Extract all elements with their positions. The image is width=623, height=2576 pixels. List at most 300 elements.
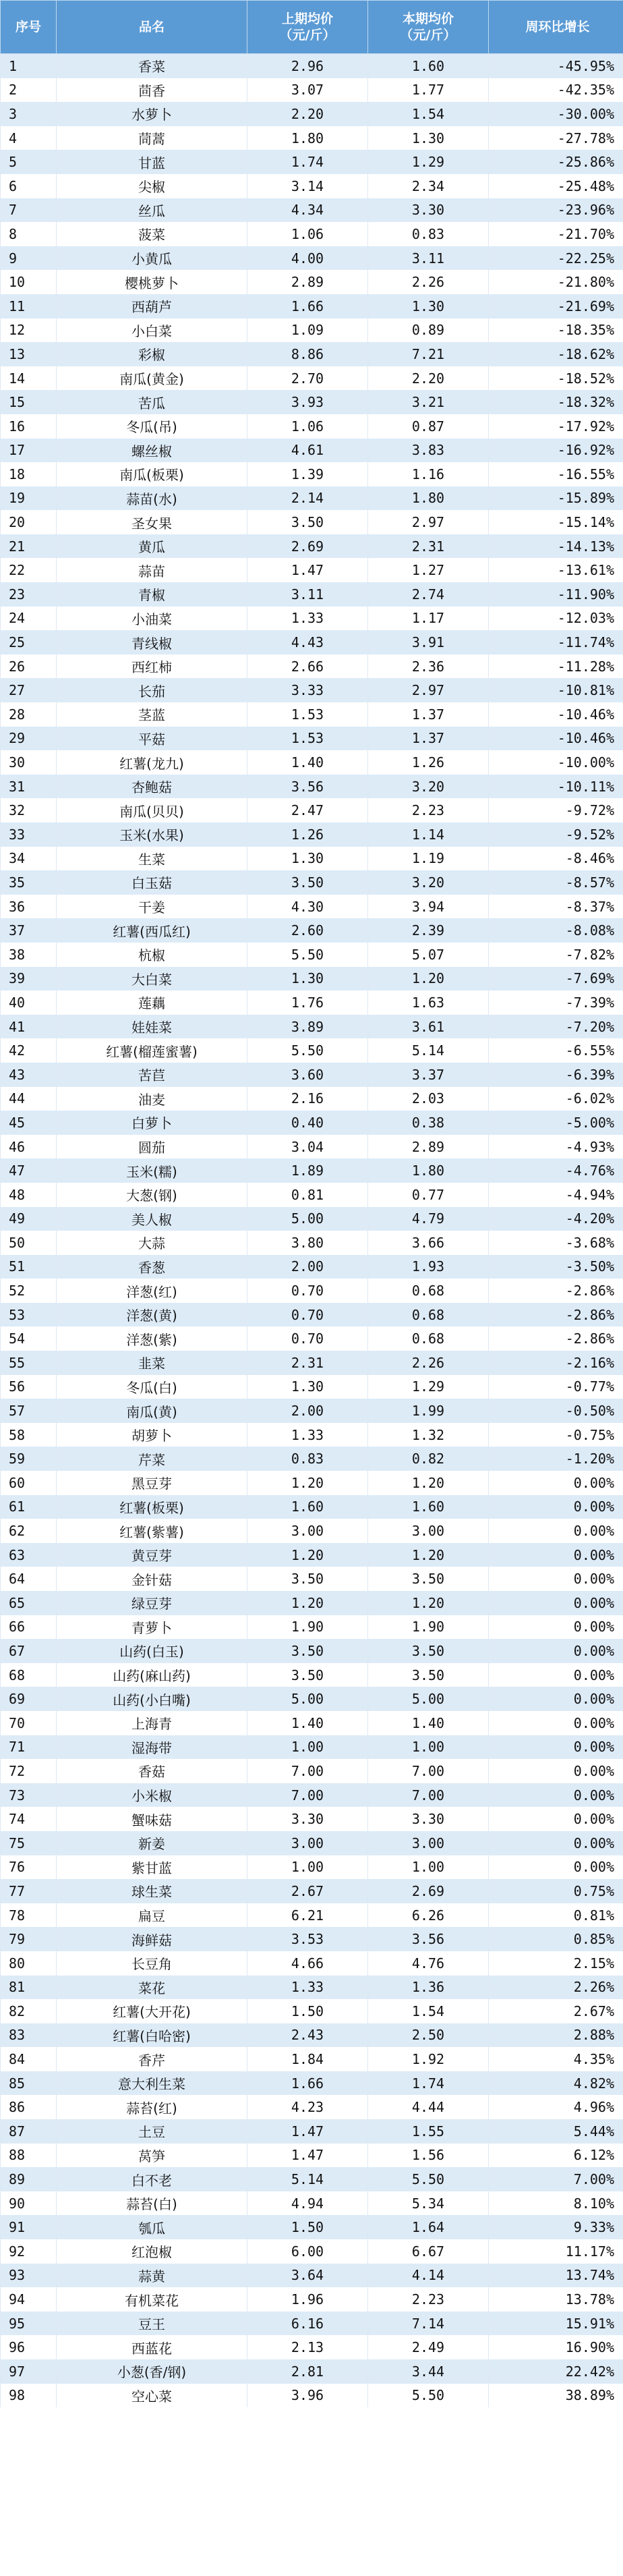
cell-current-price: 1.93 xyxy=(368,1255,489,1279)
cell-current-price: 2.69 xyxy=(368,1879,489,1903)
table-row xyxy=(1,2359,623,2384)
cell-weekly-change: 9.33% xyxy=(489,2215,623,2239)
table-row xyxy=(1,1279,623,1303)
cell-product-name: 绿豆芽 xyxy=(57,1591,247,1615)
table-row xyxy=(1,54,623,78)
cell-weekly-change: 2.26% xyxy=(489,1976,623,2000)
cell-current-price: 4.76 xyxy=(368,1951,489,1976)
cell-product-name: 白萝卜 xyxy=(57,1111,247,1135)
cell-index: 48 xyxy=(1,1183,57,1207)
cell-index: 22 xyxy=(1,558,57,582)
cell-previous-price: 4.23 xyxy=(247,2095,368,2119)
cell-current-price: 1.30 xyxy=(368,126,489,150)
cell-product-name: 洋葱(黄) xyxy=(57,1303,247,1327)
cell-index: 17 xyxy=(1,439,57,463)
cell-weekly-change: -6.02% xyxy=(489,1087,623,1111)
cell-weekly-change: 0.00% xyxy=(489,1783,623,1808)
cell-product-name: 金针菇 xyxy=(57,1567,247,1591)
table-row xyxy=(1,462,623,486)
cell-product-name: 圆茄 xyxy=(57,1135,247,1159)
cell-current-price: 3.11 xyxy=(368,246,489,271)
cell-weekly-change: 13.78% xyxy=(489,2287,623,2312)
table-row xyxy=(1,342,623,366)
cell-previous-price: 2.96 xyxy=(247,54,368,78)
cell-current-price: 3.50 xyxy=(368,1663,489,1687)
table-row xyxy=(1,798,623,822)
cell-previous-price: 1.60 xyxy=(247,1495,368,1519)
cell-current-price: 2.36 xyxy=(368,654,489,679)
cell-current-price: 1.32 xyxy=(368,1423,489,1447)
cell-weekly-change: -0.75% xyxy=(489,1423,623,1447)
table-row xyxy=(1,582,623,607)
cell-weekly-change: 0.00% xyxy=(489,1639,623,1663)
cell-current-price: 3.94 xyxy=(368,895,489,919)
cell-index: 70 xyxy=(1,1711,57,1735)
cell-index: 30 xyxy=(1,750,57,775)
cell-previous-price: 1.50 xyxy=(247,2215,368,2239)
cell-weekly-change: -7.69% xyxy=(489,967,623,991)
cell-current-price: 3.66 xyxy=(368,1231,489,1255)
cell-product-name: 意大利生菜 xyxy=(57,2071,247,2096)
table-row xyxy=(1,775,623,799)
cell-previous-price: 1.90 xyxy=(247,1615,368,1640)
cell-product-name: 玉米(糯) xyxy=(57,1158,247,1183)
cell-current-price: 2.34 xyxy=(368,174,489,198)
cell-weekly-change: -18.35% xyxy=(489,318,623,343)
cell-weekly-change: 6.12% xyxy=(489,2144,623,2168)
cell-current-price: 3.50 xyxy=(368,1639,489,1663)
cell-current-price: 2.26 xyxy=(368,1351,489,1375)
cell-weekly-change: 0.85% xyxy=(489,1927,623,1951)
cell-index: 77 xyxy=(1,1879,57,1903)
table-row xyxy=(1,102,623,126)
cell-weekly-change: -4.76% xyxy=(489,1158,623,1183)
table-row xyxy=(1,414,623,439)
cell-weekly-change: 2.67% xyxy=(489,1999,623,2023)
cell-product-name: 小葱(香/钢) xyxy=(57,2359,247,2384)
cell-previous-price: 3.50 xyxy=(247,1663,368,1687)
cell-index: 73 xyxy=(1,1783,57,1808)
cell-previous-price: 1.50 xyxy=(247,1999,368,2023)
cell-product-name: 扁豆 xyxy=(57,1903,247,1928)
cell-index: 54 xyxy=(1,1326,57,1351)
cell-weekly-change: -10.46% xyxy=(489,727,623,751)
cell-previous-price: 1.39 xyxy=(247,462,368,486)
cell-previous-price: 4.94 xyxy=(247,2191,368,2216)
cell-previous-price: 3.07 xyxy=(247,78,368,103)
cell-previous-price: 2.67 xyxy=(247,1879,368,1903)
cell-weekly-change: -6.39% xyxy=(489,1063,623,1087)
cell-previous-price: 2.00 xyxy=(247,1255,368,1279)
cell-product-name: 茴香 xyxy=(57,78,247,103)
cell-weekly-change: -21.69% xyxy=(489,294,623,318)
table-row xyxy=(1,1447,623,1471)
cell-previous-price: 1.47 xyxy=(247,2144,368,2168)
cell-current-price: 1.17 xyxy=(368,607,489,631)
cell-weekly-change: -15.14% xyxy=(489,510,623,534)
cell-index: 49 xyxy=(1,1207,57,1231)
cell-previous-price: 1.00 xyxy=(247,1735,368,1760)
cell-index: 90 xyxy=(1,2191,57,2216)
cell-current-price: 3.37 xyxy=(368,1063,489,1087)
cell-previous-price: 4.30 xyxy=(247,895,368,919)
cell-index: 64 xyxy=(1,1567,57,1591)
cell-previous-price: 3.50 xyxy=(247,1639,368,1663)
cell-current-price: 0.77 xyxy=(368,1183,489,1207)
cell-previous-price: 1.47 xyxy=(247,2119,368,2144)
cell-current-price: 4.14 xyxy=(368,2264,489,2288)
cell-current-price: 0.82 xyxy=(368,1447,489,1471)
cell-product-name: 蒜苗 xyxy=(57,558,247,582)
cell-current-price: 1.54 xyxy=(368,102,489,126)
table-row xyxy=(1,2384,623,2408)
cell-weekly-change: -25.86% xyxy=(489,150,623,174)
cell-product-name: 平菇 xyxy=(57,727,247,751)
cell-current-price: 2.20 xyxy=(368,366,489,391)
cell-previous-price: 1.20 xyxy=(247,1471,368,1495)
cell-index: 93 xyxy=(1,2264,57,2288)
cell-index: 3 xyxy=(1,102,57,126)
cell-current-price: 0.68 xyxy=(368,1326,489,1351)
cell-previous-price: 2.16 xyxy=(247,1087,368,1111)
cell-current-price: 1.00 xyxy=(368,1855,489,1880)
cell-weekly-change: -3.68% xyxy=(489,1231,623,1255)
cell-product-name: 空心菜 xyxy=(57,2384,247,2408)
cell-product-name: 红薯(板栗) xyxy=(57,1495,247,1519)
header-product-name: 品名 xyxy=(57,1,247,54)
cell-previous-price: 1.96 xyxy=(247,2287,368,2312)
table-row xyxy=(1,1135,623,1159)
cell-previous-price: 2.69 xyxy=(247,534,368,559)
cell-weekly-change: -10.81% xyxy=(489,678,623,702)
cell-current-price: 2.74 xyxy=(368,582,489,607)
cell-weekly-change: -16.92% xyxy=(489,439,623,463)
cell-current-price: 2.23 xyxy=(368,2287,489,2312)
cell-current-price: 2.49 xyxy=(368,2335,489,2359)
cell-index: 55 xyxy=(1,1351,57,1375)
table-row xyxy=(1,1687,623,1711)
cell-product-name: 红薯(西瓜红) xyxy=(57,918,247,943)
cell-previous-price: 4.43 xyxy=(247,630,368,654)
table-row xyxy=(1,2215,623,2239)
table-row xyxy=(1,1158,623,1183)
cell-index: 95 xyxy=(1,2312,57,2336)
cell-weekly-change: 0.00% xyxy=(489,1471,623,1495)
table-row xyxy=(1,1903,623,1928)
table-row xyxy=(1,558,623,582)
cell-product-name: 青椒 xyxy=(57,582,247,607)
cell-index: 13 xyxy=(1,342,57,366)
cell-weekly-change: -13.61% xyxy=(489,558,623,582)
cell-weekly-change: -22.25% xyxy=(489,246,623,271)
table-row xyxy=(1,222,623,246)
cell-product-name: 南瓜(贝贝) xyxy=(57,798,247,822)
cell-weekly-change: 0.81% xyxy=(489,1903,623,1928)
cell-current-price: 1.14 xyxy=(368,822,489,847)
table-header-row xyxy=(1,1,623,54)
cell-previous-price: 2.00 xyxy=(247,1399,368,1423)
cell-current-price: 1.29 xyxy=(368,1375,489,1399)
cell-weekly-change: 0.00% xyxy=(489,1567,623,1591)
cell-weekly-change: -10.00% xyxy=(489,750,623,775)
cell-weekly-change: -8.08% xyxy=(489,918,623,943)
cell-index: 61 xyxy=(1,1495,57,1519)
cell-current-price: 1.20 xyxy=(368,967,489,991)
cell-current-price: 5.07 xyxy=(368,943,489,967)
cell-current-price: 1.37 xyxy=(368,702,489,727)
cell-previous-price: 3.04 xyxy=(247,1135,368,1159)
cell-previous-price: 1.09 xyxy=(247,318,368,343)
cell-index: 75 xyxy=(1,1831,57,1855)
cell-previous-price: 1.66 xyxy=(247,2071,368,2096)
cell-previous-price: 0.81 xyxy=(247,1183,368,1207)
cell-previous-price: 6.00 xyxy=(247,2239,368,2264)
cell-previous-price: 8.86 xyxy=(247,342,368,366)
cell-weekly-change: -11.28% xyxy=(489,654,623,679)
cell-previous-price: 2.13 xyxy=(247,2335,368,2359)
cell-current-price: 2.31 xyxy=(368,534,489,559)
table-row xyxy=(1,2167,623,2191)
table-row xyxy=(1,1231,623,1255)
cell-previous-price: 1.26 xyxy=(247,822,368,847)
cell-product-name: 长豆角 xyxy=(57,1951,247,1976)
table-row xyxy=(1,1783,623,1808)
cell-current-price: 1.40 xyxy=(368,1711,489,1735)
cell-current-price: 6.26 xyxy=(368,1903,489,1928)
cell-index: 83 xyxy=(1,2023,57,2048)
cell-previous-price: 3.30 xyxy=(247,1807,368,1831)
cell-index: 97 xyxy=(1,2359,57,2384)
cell-index: 86 xyxy=(1,2095,57,2119)
cell-index: 33 xyxy=(1,822,57,847)
cell-current-price: 1.80 xyxy=(368,486,489,511)
cell-product-name: 大葱(钢) xyxy=(57,1183,247,1207)
cell-product-name: 白不老 xyxy=(57,2167,247,2191)
cell-product-name: 韭菜 xyxy=(57,1351,247,1375)
cell-current-price: 3.00 xyxy=(368,1519,489,1543)
cell-weekly-change: 0.00% xyxy=(489,1615,623,1640)
header-previous-price: 上期均价 （元/斤） xyxy=(247,1,368,54)
cell-weekly-change: 0.00% xyxy=(489,1495,623,1519)
cell-index: 16 xyxy=(1,414,57,439)
cell-previous-price: 4.66 xyxy=(247,1951,368,1976)
table-row xyxy=(1,1879,623,1903)
cell-weekly-change: 22.42% xyxy=(489,2359,623,2384)
table-row xyxy=(1,2191,623,2216)
cell-index: 59 xyxy=(1,1447,57,1471)
table-row xyxy=(1,486,623,511)
table-row xyxy=(1,174,623,198)
cell-product-name: 海鲜菇 xyxy=(57,1927,247,1951)
cell-previous-price: 3.56 xyxy=(247,775,368,799)
cell-current-price: 3.20 xyxy=(368,775,489,799)
cell-previous-price: 3.60 xyxy=(247,1063,368,1087)
cell-current-price: 0.87 xyxy=(368,414,489,439)
cell-index: 98 xyxy=(1,2384,57,2408)
cell-product-name: 黑豆芽 xyxy=(57,1471,247,1495)
cell-product-name: 瓠瓜 xyxy=(57,2215,247,2239)
cell-current-price: 0.68 xyxy=(368,1303,489,1327)
cell-current-price: 1.55 xyxy=(368,2119,489,2144)
table-row xyxy=(1,1976,623,2000)
cell-current-price: 1.74 xyxy=(368,2071,489,2096)
table-row xyxy=(1,318,623,343)
cell-index: 57 xyxy=(1,1399,57,1423)
cell-product-name: 黄瓜 xyxy=(57,534,247,559)
cell-index: 40 xyxy=(1,990,57,1015)
header-weekly-change: 周环比增长 xyxy=(489,1,623,54)
table-row xyxy=(1,1711,623,1735)
cell-weekly-change: -2.86% xyxy=(489,1326,623,1351)
cell-product-name: 白玉菇 xyxy=(57,870,247,895)
cell-previous-price: 3.80 xyxy=(247,1231,368,1255)
table-row xyxy=(1,1183,623,1207)
table-row xyxy=(1,439,623,463)
cell-product-name: 小黄瓜 xyxy=(57,246,247,271)
table-row xyxy=(1,510,623,534)
cell-index: 78 xyxy=(1,1903,57,1928)
cell-previous-price: 1.33 xyxy=(247,1423,368,1447)
cell-product-name: 苦苣 xyxy=(57,1063,247,1087)
cell-product-name: 蒜苔(白) xyxy=(57,2191,247,2216)
cell-previous-price: 2.31 xyxy=(247,1351,368,1375)
cell-product-name: 长茄 xyxy=(57,678,247,702)
cell-index: 67 xyxy=(1,1639,57,1663)
cell-index: 82 xyxy=(1,1999,57,2023)
cell-index: 84 xyxy=(1,2047,57,2071)
table-row xyxy=(1,870,623,895)
cell-product-name: 小白菜 xyxy=(57,318,247,343)
cell-index: 60 xyxy=(1,1471,57,1495)
cell-previous-price: 4.00 xyxy=(247,246,368,271)
cell-current-price: 1.16 xyxy=(368,462,489,486)
cell-current-price: 3.20 xyxy=(368,870,489,895)
cell-previous-price: 5.50 xyxy=(247,943,368,967)
cell-product-name: 娃娃菜 xyxy=(57,1015,247,1039)
table-row xyxy=(1,1495,623,1519)
cell-index: 29 xyxy=(1,727,57,751)
cell-index: 88 xyxy=(1,2144,57,2168)
table-row xyxy=(1,1471,623,1495)
table-row xyxy=(1,1591,623,1615)
cell-product-name: 湿海带 xyxy=(57,1735,247,1760)
cell-previous-price: 1.33 xyxy=(247,1976,368,2000)
table-row xyxy=(1,1423,623,1447)
cell-index: 18 xyxy=(1,462,57,486)
table-row xyxy=(1,702,623,727)
table-row xyxy=(1,366,623,391)
cell-product-name: 山药(白玉) xyxy=(57,1639,247,1663)
cell-previous-price: 1.20 xyxy=(247,1591,368,1615)
cell-current-price: 5.34 xyxy=(368,2191,489,2216)
cell-product-name: 彩椒 xyxy=(57,342,247,366)
table-row xyxy=(1,607,623,631)
table-row xyxy=(1,2335,623,2359)
cell-previous-price: 7.00 xyxy=(247,1759,368,1783)
cell-current-price: 6.67 xyxy=(368,2239,489,2264)
cell-previous-price: 2.70 xyxy=(247,366,368,391)
cell-product-name: 杏鲍菇 xyxy=(57,775,247,799)
cell-current-price: 3.91 xyxy=(368,630,489,654)
cell-index: 6 xyxy=(1,174,57,198)
cell-product-name: 红薯(榴莲蜜薯) xyxy=(57,1038,247,1063)
table-row xyxy=(1,847,623,871)
cell-product-name: 洋葱(紫) xyxy=(57,1326,247,1351)
cell-current-price: 3.00 xyxy=(368,1831,489,1855)
cell-index: 1 xyxy=(1,54,57,78)
cell-weekly-change: -2.86% xyxy=(489,1279,623,1303)
cell-previous-price: 5.50 xyxy=(247,1038,368,1063)
cell-product-name: 土豆 xyxy=(57,2119,247,2144)
cell-weekly-change: -7.20% xyxy=(489,1015,623,1039)
table-row xyxy=(1,1038,623,1063)
table-row xyxy=(1,1999,623,2023)
cell-index: 5 xyxy=(1,150,57,174)
cell-current-price: 4.79 xyxy=(368,1207,489,1231)
cell-current-price: 1.26 xyxy=(368,750,489,775)
cell-product-name: 南瓜(黄金) xyxy=(57,366,247,391)
cell-index: 74 xyxy=(1,1807,57,1831)
cell-previous-price: 3.53 xyxy=(247,1927,368,1951)
cell-previous-price: 2.66 xyxy=(247,654,368,679)
cell-previous-price: 0.83 xyxy=(247,1447,368,1471)
cell-previous-price: 5.14 xyxy=(247,2167,368,2191)
cell-weekly-change: 0.00% xyxy=(489,1543,623,1567)
cell-index: 23 xyxy=(1,582,57,607)
cell-weekly-change: 16.90% xyxy=(489,2335,623,2359)
cell-weekly-change: -11.74% xyxy=(489,630,623,654)
table-row xyxy=(1,78,623,103)
cell-index: 72 xyxy=(1,1759,57,1783)
cell-weekly-change: -21.70% xyxy=(489,222,623,246)
cell-index: 51 xyxy=(1,1255,57,1279)
cell-weekly-change: 11.17% xyxy=(489,2239,623,2264)
cell-current-price: 7.00 xyxy=(368,1783,489,1808)
table-row xyxy=(1,727,623,751)
cell-previous-price: 1.47 xyxy=(247,558,368,582)
cell-current-price: 1.00 xyxy=(368,1735,489,1760)
cell-product-name: 豆王 xyxy=(57,2312,247,2336)
table-row xyxy=(1,2264,623,2288)
cell-previous-price: 2.81 xyxy=(247,2359,368,2384)
cell-index: 21 xyxy=(1,534,57,559)
cell-weekly-change: -0.50% xyxy=(489,1399,623,1423)
cell-current-price: 2.50 xyxy=(368,2023,489,2048)
cell-current-price: 1.80 xyxy=(368,1158,489,1183)
cell-weekly-change: -4.93% xyxy=(489,1135,623,1159)
cell-index: 50 xyxy=(1,1231,57,1255)
table-row xyxy=(1,2312,623,2336)
table-row xyxy=(1,967,623,991)
cell-index: 39 xyxy=(1,967,57,991)
cell-index: 34 xyxy=(1,847,57,871)
cell-previous-price: 7.00 xyxy=(247,1783,368,1808)
cell-index: 36 xyxy=(1,895,57,919)
cell-product-name: 蟹味菇 xyxy=(57,1807,247,1831)
cell-index: 2 xyxy=(1,78,57,103)
cell-previous-price: 3.11 xyxy=(247,582,368,607)
cell-index: 76 xyxy=(1,1855,57,1880)
cell-weekly-change: -4.94% xyxy=(489,1183,623,1207)
cell-current-price: 2.97 xyxy=(368,510,489,534)
cell-product-name: 胡萝卜 xyxy=(57,1423,247,1447)
cell-weekly-change: -8.46% xyxy=(489,847,623,871)
cell-index: 63 xyxy=(1,1543,57,1567)
table-row xyxy=(1,2023,623,2048)
table-body xyxy=(1,54,623,2408)
cell-index: 47 xyxy=(1,1158,57,1183)
cell-index: 19 xyxy=(1,486,57,511)
